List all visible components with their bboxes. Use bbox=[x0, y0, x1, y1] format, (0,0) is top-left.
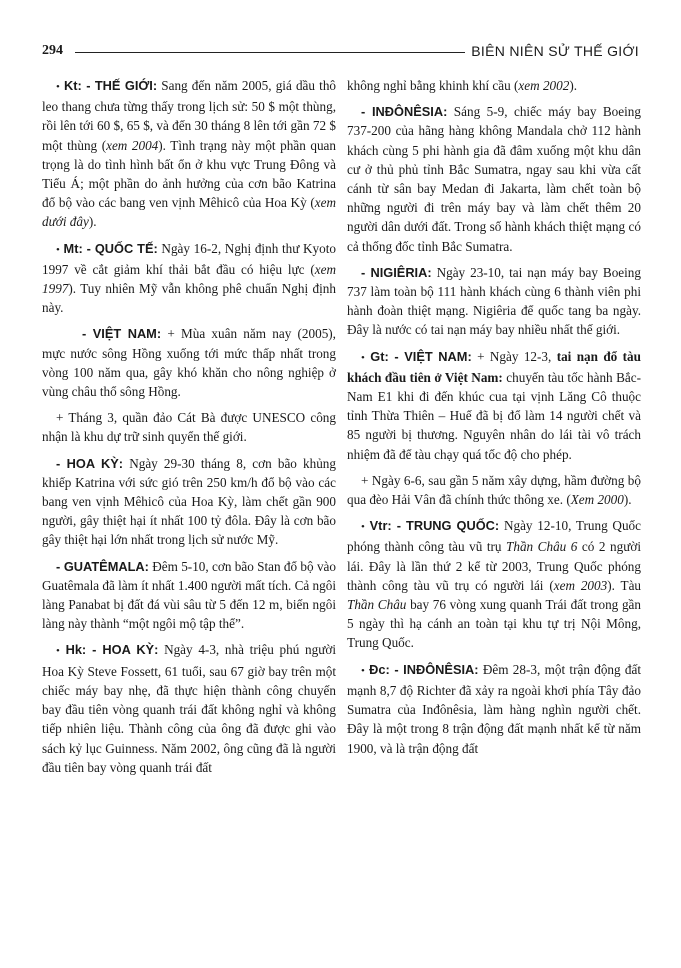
entry-tag: Hk: - HOA KỲ: bbox=[65, 642, 159, 658]
entry-tag: - GUATÊMALA: bbox=[56, 558, 149, 574]
entry-nigeria: - NIGIÊRIA: Ngày 23-10, tai nạn máy bay Boeing 737 làm toàn bộ 111 hành khách cùng 6 thành viên phi hành đoàn thiệt mạng. Nigiêria để quốc tang ba ngày. Đây là nước có tai nạn máy bay nhiều nhất thế giới. bbox=[347, 264, 641, 338]
entry-fossett-continued: không nghỉ bằng khinh khí cầu (xem 2002). bbox=[347, 78, 578, 93]
entry-gt-vietnam-train: • Gt: - VIỆT NAM: + Ngày 12-3, tai nạn đổ tàu khách đầu tiên ở Việt Nam: chuyến tàu tốc hành Bắc-Nam E1 khi đi đến khúc cua tại vịnh Lăng Cô thuộc tỉnh Thừa Thiên – Huế đã bị đổ làm 14 người chết và 85 người bị thương. Nguyên nhân do lái tài vô trách nhiệm đã để tàu chạy quá tốc độ cho phép. bbox=[347, 348, 641, 462]
entry-mt-international: • Mt: - QUỐC TẾ: Ngày 16-2, Nghị định thư Kyoto 1997 về cắt giảm khí thải bắt đầu có hiệu lực (xem 1997). Tuy nhiên Mỹ vẫn không phê chuẩn Nghị định này. bbox=[42, 240, 336, 316]
entry-indonesia-plane: - INĐÔNÊSIA: Sáng 5-9, chiếc máy bay Boeing 737-200 của hãng hàng không Mandala chở 112 hành khách cùng 5 phi hành gia đã đâm xuống một khu dân cư ở thủ phủ tỉnh Bắc Sumatra, ngay sau khi vừa cất cánh từ sân bay Medan đi Jakarta, làm chết toàn bộ những người đi trên máy bay và làm chết thêm 20 người dân dưới đất. Trong số hành khách thiệt mạng có cả thống đốc tỉnh Bắc Sumatra. bbox=[347, 104, 641, 254]
cross-reference: xem 2003 bbox=[553, 577, 608, 593]
entry-guatemala: - GUATÊMALA: Đêm 5-10, cơn bão Stan đổ bộ vào Guatêmala đã làm ít nhất 1.400 người mất tích. Cả ngôi làng Panabat bị đất đá vùi sâu từ 5 đến 12 m, biến ngôi làng này thành “một ngôi mộ tập thể”. bbox=[42, 558, 336, 632]
text-columns bbox=[42, 76, 641, 956]
cross-reference: xem 2002 bbox=[518, 78, 570, 93]
cross-reference: xem dưới đây bbox=[42, 195, 336, 230]
page-header bbox=[42, 40, 639, 62]
entry-tag: Đc: - INĐÔNÊSIA: bbox=[369, 661, 479, 677]
entry-vietnam-red-river: - VIỆT NAM: + Mùa xuân năm nay (2005), mực nước sông Hồng xuống tới mức thấp nhất trong vòng 100 năm qua, gây khó khăn cho nông nghiệp ở vùng châu thổ sông Hồng. bbox=[42, 326, 336, 400]
bold-headline: tai nạn đổ tàu khách đầu tiên ở Việt Nam: bbox=[347, 348, 641, 385]
spacecraft-name: Thần Châu 6 bbox=[506, 539, 578, 555]
entry-usa-katrina: - HOA KỲ: Ngày 29-30 tháng 8, cơn bão khủng khiếp Katrina với sức gió trên 250 km/h đổ bộ vào các bang ven vịnh Mêhicô của Hoa Kỳ, làm chết gần 900 người, gây thiệt hại ít nhất 100 tỷ đôla. Đây là cơn bão gây thiệt hại lớn nhất trong lịch sử nước Mỹ. bbox=[42, 455, 336, 548]
cross-reference: Xem 2000 bbox=[570, 492, 624, 508]
entry-tag: Gt: - VIỆT NAM: bbox=[370, 348, 472, 364]
cross-reference: xem 1997 bbox=[42, 261, 336, 297]
left-column bbox=[42, 76, 336, 956]
entry-tag: Mt: - QUỐC TẾ: bbox=[63, 240, 158, 256]
entry-hk-fossett: • Hk: - HOA KỲ: Ngày 4-3, nhà triệu phú người Hoa Kỳ Steve Fossett, 61 tuổi, sau 67 giờ bay trên một chiếc máy bay nhẹ, đã thực hiện thành công chuyến bay đầu tiên vòng quanh trái đất không nghỉ và không tiếp nhiên liệu. Thành công của ông đã được ghi vào sách kỷ lục Guinness. Năm 2002, ông cũng đã là người đầu tiên bay vòng quanh trái đất bbox=[42, 642, 336, 775]
entry-tag: - HOA KỲ: bbox=[56, 455, 124, 471]
bullet-icon: • bbox=[361, 351, 365, 364]
entry-vtr-china: • Vtr: - TRUNG QUỐC: Ngày 12-10, Trung Quốc phóng thành công tàu vũ trụ Thần Châu 6 có 2 người lái. Đây là lần thứ 2 kể từ 2003, Trung Quốc phóng thành công tàu vũ trụ có người lái (xem 2003). Tàu Thần Châu bay 76 vòng xung quanh Trái đất trong gần 5 ngày thì hạ cánh an toàn tại khu tự trị Nội Mông, Trung Quốc. bbox=[347, 518, 642, 651]
cross-reference: xem 2004 bbox=[106, 137, 159, 153]
entry-cat-ba: + Tháng 3, quần đảo Cát Bà được UNESCO công nhận là khu dự trữ sinh quyển thế giới. bbox=[42, 410, 336, 445]
bullet-icon: • bbox=[56, 645, 60, 658]
entry-tag: Kt: - THẾ GIỚI: bbox=[64, 78, 158, 93]
right-column bbox=[347, 76, 641, 956]
entry-tag: - INĐÔNÊSIA: bbox=[361, 104, 448, 120]
running-head: BIÊN NIÊN SỬ THẾ GIỚI bbox=[471, 43, 639, 59]
header-rule bbox=[75, 52, 465, 53]
bullet-icon: • bbox=[361, 664, 365, 677]
bullet-icon: • bbox=[361, 521, 365, 534]
bullet-icon: • bbox=[56, 81, 60, 93]
page-number: 294 bbox=[42, 43, 63, 58]
entry-dc-indonesia-quake: • Đc: - INĐÔNÊSIA: Đêm 28-3, một trận động đất mạnh 8,7 độ Richter đã xảy ra ngoài khơi phía Tây đảo Sumatra của Inđônêsia, làm hàng nghìn người chết. Đây là một trong 8 trận động đất mạnh nhất kể từ năm 1900, và là trận động đất bbox=[347, 661, 642, 756]
entry-hai-van-tunnel: + Ngày 6-6, sau gần 5 năm xây dựng, hầm đường bộ qua đèo Hải Vân đã chính thức thông xe. (Xem 2000). bbox=[347, 472, 641, 508]
entry-tag: - NIGIÊRIA: bbox=[361, 264, 432, 280]
entry-kt-world: • Kt: - THẾ GIỚI: Sang đến năm 2005, giá dầu thô leo thang chưa từng thấy trong lịch sử: 50 $ một thùng, rồi lên tới 60 $, 65 $, và đến 30 tháng 8 lên tới gần 72 $ một thùng (xem 2004). Tình trạng này một phần quan trọng là do tình hình bất ổn ở khu vực Trung Đông và Tiểu Á; một phần do ảnh hưởng của cơn bão Katrina đổ bộ vào các bang ven vịnh Mêhicô của Hoa Kỳ (xem dưới đây). bbox=[42, 78, 337, 230]
entry-tag: Vtr: - TRUNG QUỐC: bbox=[369, 518, 500, 534]
bullet-icon: • bbox=[56, 243, 60, 256]
entry-tag: - VIỆT NAM: bbox=[82, 326, 162, 342]
spacecraft-name: Thần Châu bbox=[347, 597, 407, 613]
